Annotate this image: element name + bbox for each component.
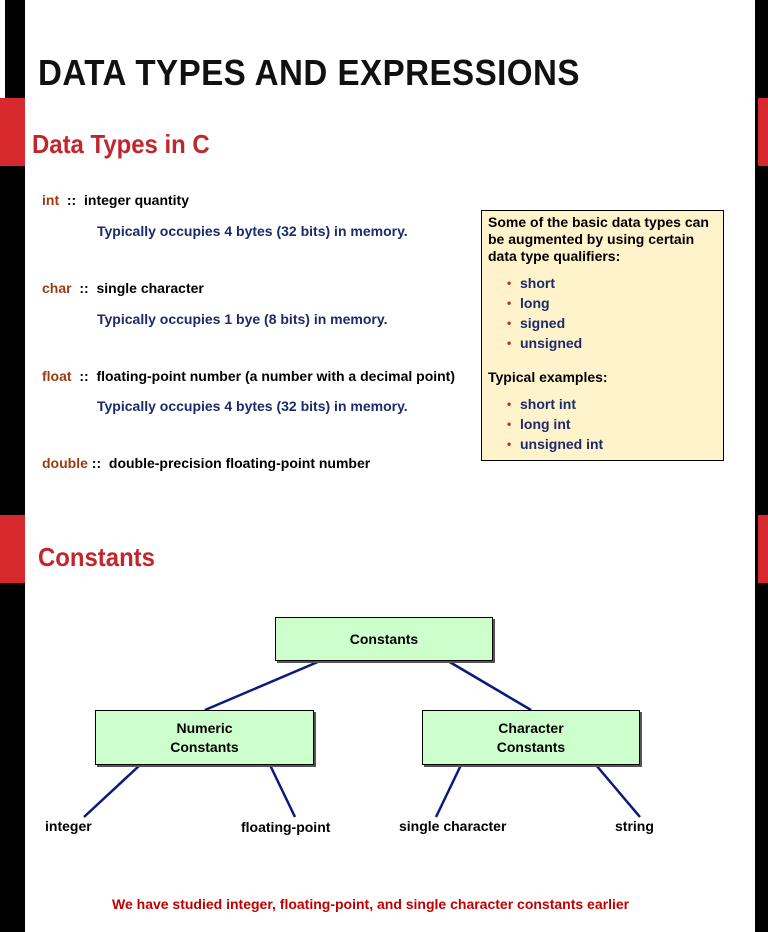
list-item	[507, 434, 717, 454]
qualifier-label: signed	[520, 315, 566, 331]
qualifier-list	[488, 273, 717, 353]
node-constants: Constants	[275, 617, 493, 661]
node-label-line: Constants	[496, 738, 566, 755]
connector-line	[84, 765, 140, 817]
connector-line	[596, 765, 640, 817]
bullet-icon: •	[507, 296, 512, 310]
list-item	[507, 313, 717, 333]
type-note-float: Typically occupies 4 bytes (32 bits) in memory.	[97, 398, 408, 414]
section-marker-right	[758, 98, 768, 166]
example-label: unsigned int	[520, 436, 604, 452]
leaf-floating-point: floating-point	[241, 819, 331, 835]
bullet-icon: •	[507, 276, 512, 290]
examples-label: Typical examples:	[488, 369, 608, 385]
bullet-icon: •	[507, 316, 512, 330]
example-label: long int	[520, 416, 571, 432]
node-label-line: Character	[498, 719, 564, 736]
type-note-int: Typically occupies 4 bytes (32 bits) in memory.	[97, 223, 408, 239]
list-item	[507, 293, 717, 313]
type-description: floating-point number (a number with a decimal point)	[96, 368, 456, 384]
node-label-line: Numeric	[176, 719, 233, 736]
qualifier-label: short	[520, 275, 555, 291]
node-numeric-constants	[95, 710, 314, 765]
type-keyword: char	[42, 280, 72, 296]
list-item	[507, 273, 717, 293]
qualifier-label: long	[520, 295, 550, 311]
top-left-strip	[0, 0, 5, 98]
separator: ::	[79, 368, 89, 384]
example-label: short int	[520, 396, 576, 412]
type-keyword: int	[42, 192, 60, 208]
leaf-string: string	[615, 818, 654, 834]
type-definition-char	[42, 280, 204, 296]
section-heading-constants: Constants	[38, 542, 155, 572]
bullet-icon: •	[507, 336, 512, 350]
qualifiers-callout-box	[481, 210, 724, 461]
separator: ::	[66, 192, 77, 208]
section-heading-data-types: Data Types in C	[32, 129, 210, 159]
list-item	[507, 333, 717, 353]
type-definition-int	[42, 192, 189, 208]
bullet-icon: •	[507, 397, 512, 411]
type-definition-double	[42, 455, 370, 471]
type-keyword: float	[42, 368, 72, 384]
node-label-line: Constants	[170, 738, 239, 755]
footnote: We have studied integer, floating-point, and single character constants earlier	[112, 896, 630, 912]
node-character-constants	[422, 710, 640, 765]
leaf-integer: integer	[45, 818, 92, 834]
type-description: single character	[96, 280, 204, 296]
separator: ::	[91, 455, 102, 471]
connector-line	[270, 765, 295, 817]
slide-title: DATA TYPES AND EXPRESSIONS	[38, 52, 580, 93]
section-marker-right	[758, 515, 768, 583]
connector-line	[205, 661, 320, 710]
example-list	[488, 394, 717, 454]
type-description: double-precision floating-point number	[108, 455, 371, 471]
qualifier-label: unsigned	[520, 335, 583, 351]
separator: ::	[79, 280, 89, 296]
section-marker-left	[0, 515, 25, 583]
type-description: integer quantity	[84, 192, 190, 208]
leaf-single-character: single character	[399, 818, 507, 834]
list-item	[507, 414, 717, 434]
bullet-icon: •	[507, 437, 512, 451]
type-note-char: Typically occupies 1 bye (8 bits) in memory.	[97, 311, 388, 327]
section-marker-left	[0, 98, 25, 166]
connector-line	[448, 661, 531, 710]
type-keyword: double	[42, 455, 88, 471]
list-item	[507, 394, 717, 414]
type-definition-float	[42, 368, 455, 384]
callout-intro: Some of the basic data types can be augmented by using certain data type qualifiers:	[488, 214, 709, 264]
bullet-icon: •	[507, 417, 512, 431]
connector-line	[436, 765, 461, 817]
constants-tree-diagram	[0, 600, 768, 860]
